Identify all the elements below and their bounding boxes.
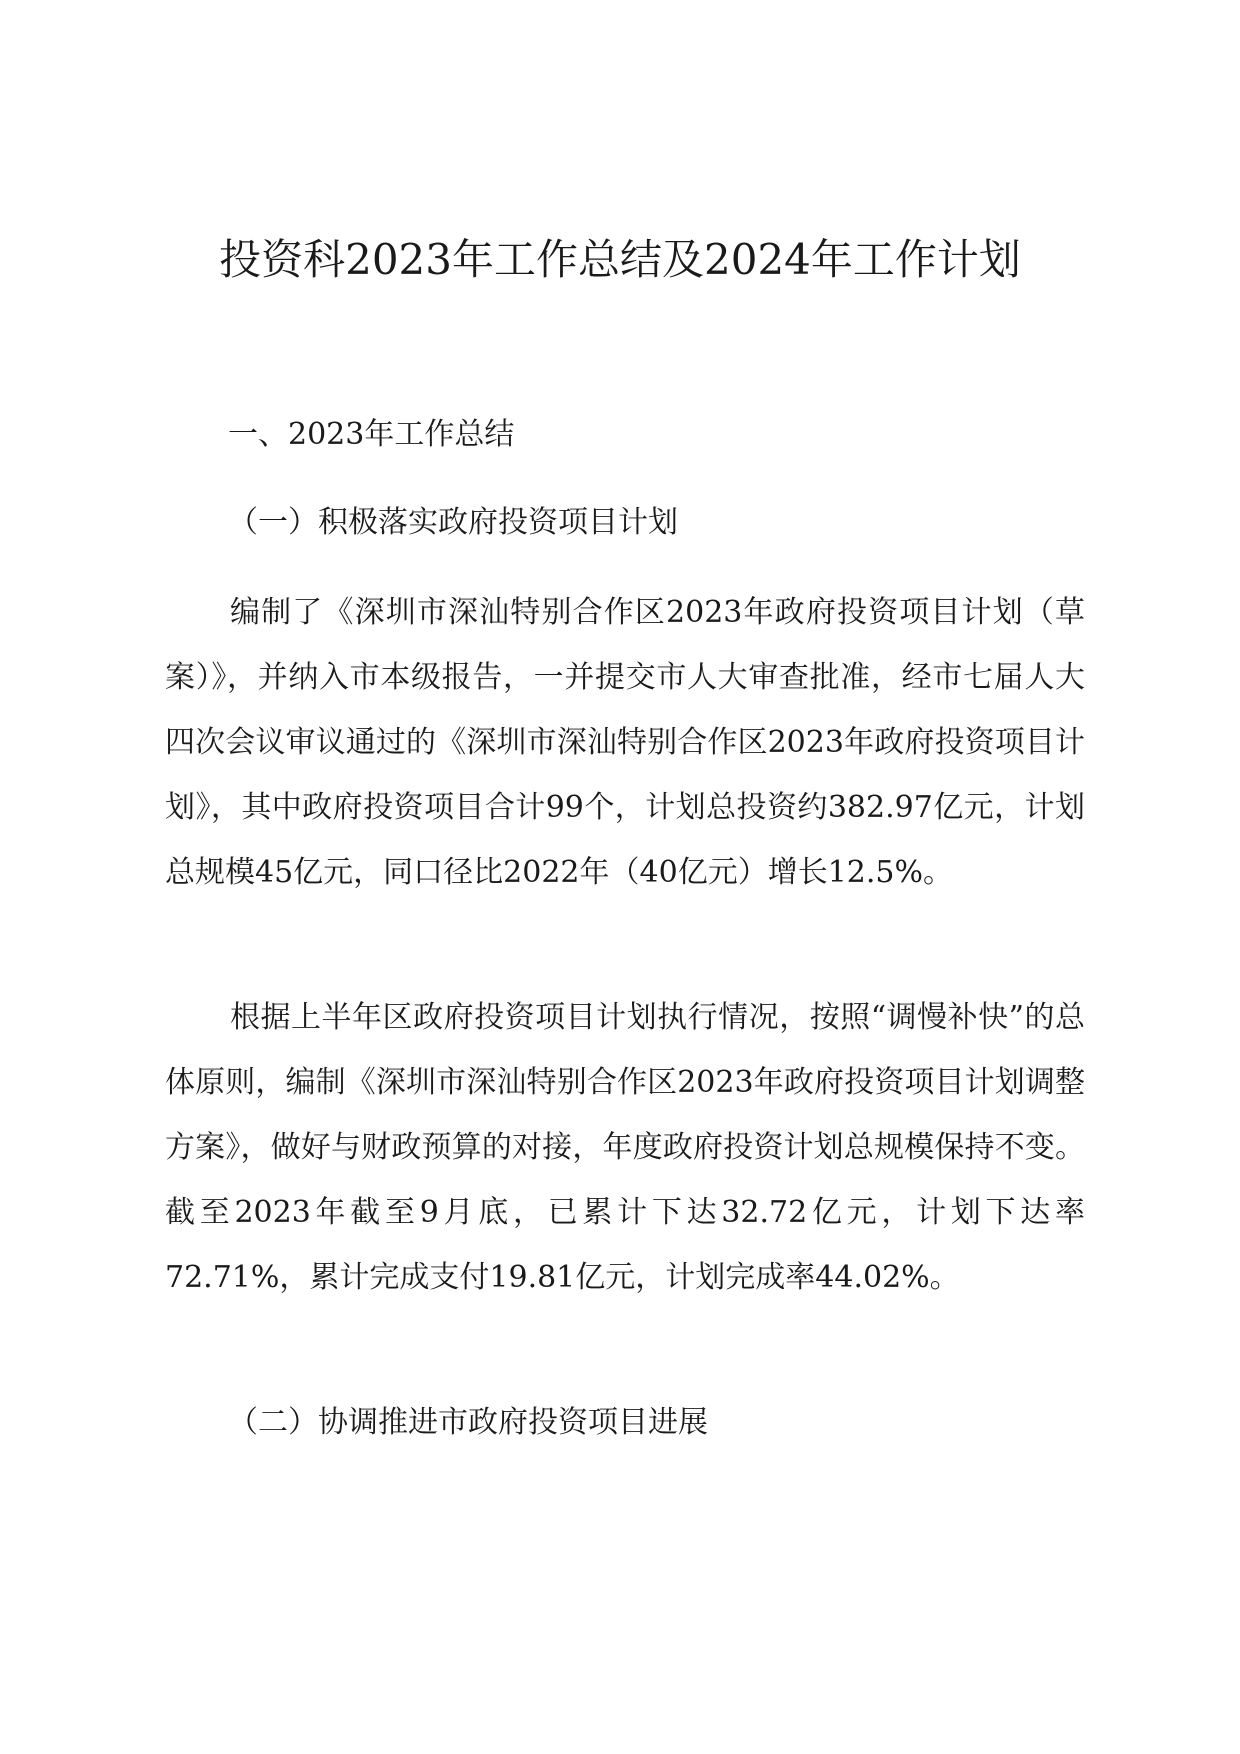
document-title: 投资科2023年工作总结及2024年工作计划 (219, 235, 1021, 284)
subsection-heading-project-progress: （二）协调推进市政府投资项目进展 (228, 1405, 708, 1440)
paragraph-plan-adjustment: 根据上半年区政府投资项目计划执行情况，按照“调慢补快”的总体原则，编制《深圳市深汕特别合作区2023年政府投资项目计划调整方案》，做好与财政预算的对接，年度政府投资计划总规模保持不变。截至2023年截至9月底，已累计下达32.72亿元，计划下达率72.71%，累计完成支付19.81亿元，计划完成率44.02%。 (165, 1000, 1085, 1295)
section-heading-2023-summary: 一、2023年工作总结 (228, 417, 515, 452)
subsection-heading-investment-plan: （一）积极落实政府投资项目计划 (228, 505, 678, 540)
paragraph-plan-compilation: 编制了《深圳市深汕特别合作区2023年政府投资项目计划（草案）》，并纳入市本级报告，一并提交市人大审查批准，经市七届人大四次会议审议通过的《深圳市深汕特别合作区2023年政府投资项目计划》，其中政府投资项目合计99个，计划总投资约382.97亿元，计划总规模45亿元，同口径比2022年（40亿元）增长12.5%。 (165, 595, 1085, 890)
